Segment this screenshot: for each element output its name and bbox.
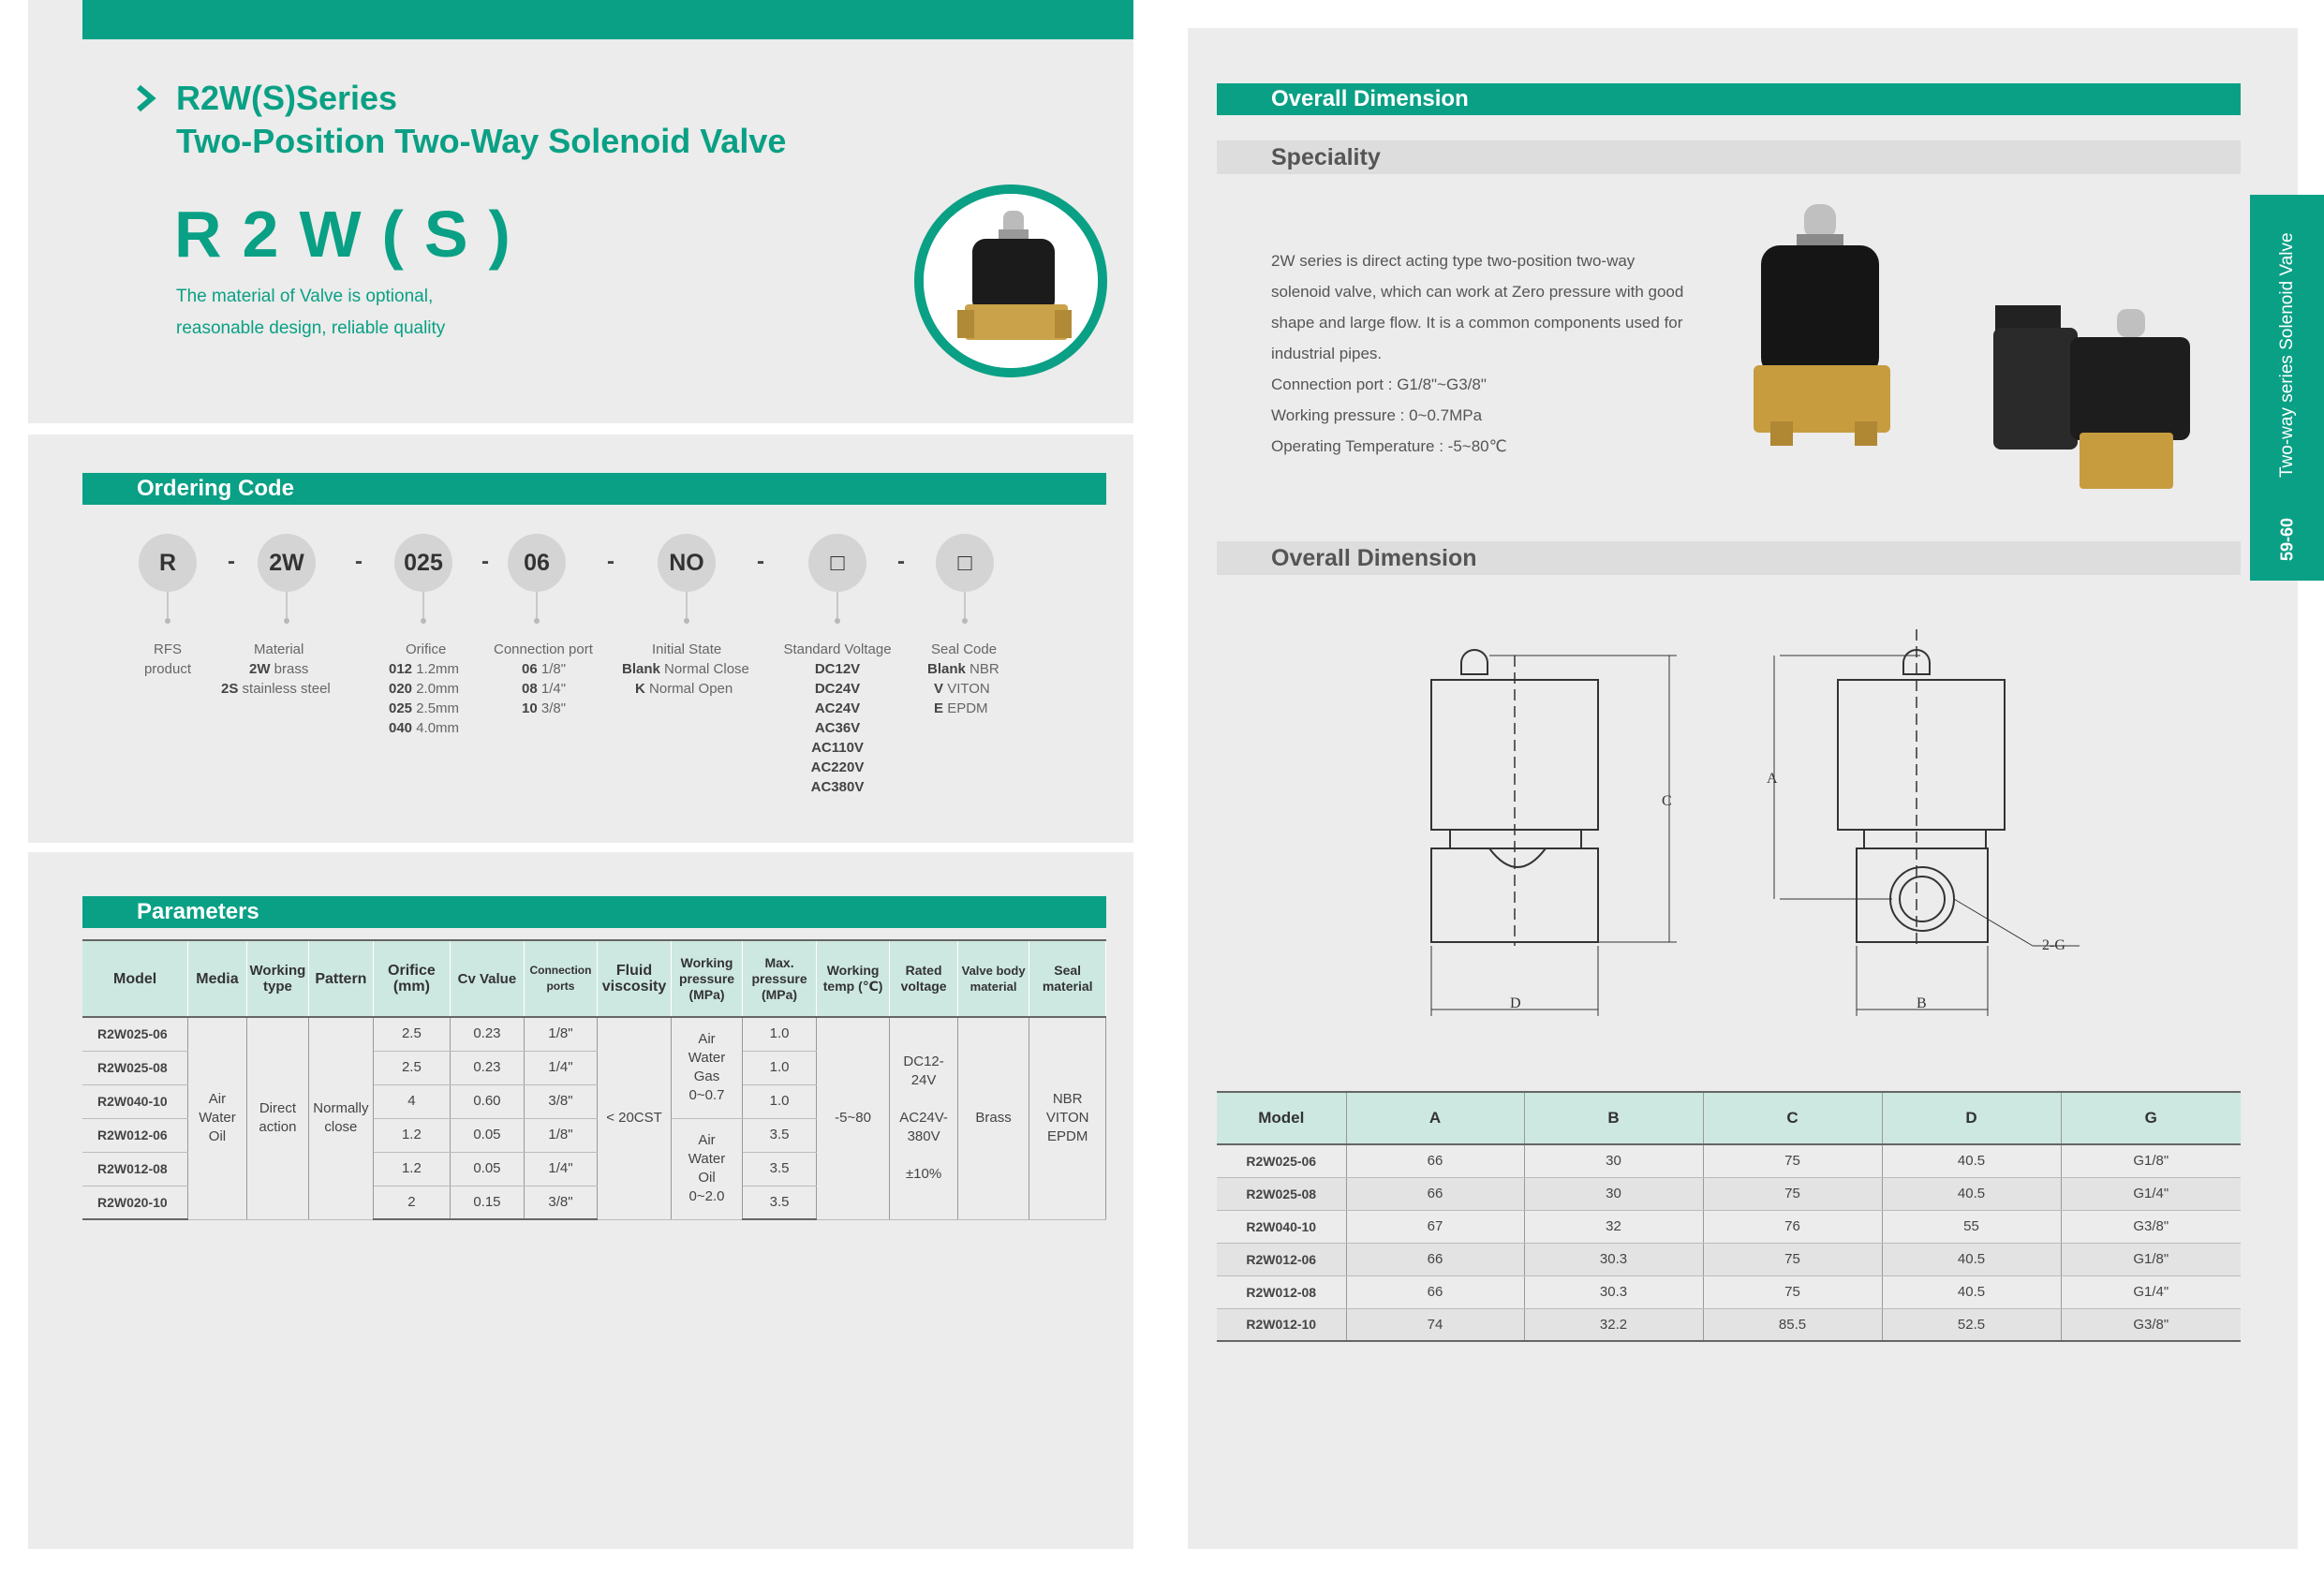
initial-state-legend: Initial State Blank Normal Close K Normal Open <box>622 641 749 697</box>
solenoid-valve-image <box>924 194 1098 368</box>
port-cell: 1/8" <box>524 1118 598 1152</box>
port-cell: 1/4" <box>524 1051 598 1084</box>
max-pressure-cell: 1.0 <box>743 1051 817 1084</box>
dim-label-c: C <box>1662 793 1672 809</box>
cv-cell: 0.05 <box>451 1118 525 1152</box>
orifice-legend: Orifice 012 1.2mm 020 2.0mm 025 2.5mm 040 4.0mm <box>389 641 460 736</box>
voltage-cell: DC12-24V AC24V-380V ±10% <box>890 1017 957 1219</box>
dim-b: 30.3 <box>1524 1243 1703 1275</box>
series-title: R2W(S)Series Two-Position Two-Way Solenoid Valve <box>176 79 787 160</box>
dim-col-header: B <box>1524 1092 1703 1144</box>
dim-label-d: D <box>1510 995 1521 1011</box>
param-model: R2W020-10 <box>82 1186 188 1219</box>
dim-label-a: A <box>1767 771 1778 787</box>
cv-cell: 0.05 <box>451 1152 525 1186</box>
dim-a: 66 <box>1346 1243 1524 1275</box>
dim-col-header: Model <box>1217 1092 1346 1144</box>
connector-line <box>536 592 538 620</box>
param-model: R2W012-08 <box>82 1152 188 1186</box>
code-bubble-material: 2W <box>258 534 316 592</box>
overall-dimension-header: Overall Dimension <box>1217 541 2241 575</box>
rfs-label: RFS product <box>143 641 192 677</box>
working-type-cell: Direct action <box>246 1017 308 1219</box>
side-tab-title: Two-way series Solenoid Valve <box>2277 232 2297 478</box>
max-pressure-cell: 1.0 <box>743 1084 817 1118</box>
dim-d: 40.5 <box>1882 1144 2061 1177</box>
orifice-cell: 1.2 <box>373 1118 451 1152</box>
code-bubble-voltage: □ <box>808 534 866 592</box>
speciality-text: 2W series is direct acting type two-position two-way solenoid valve, which can work at Zero pressure with good shape and large flow. It is a common components used for industrial pipes. Connection port : G1/8"~G3/8" Working pressure : 0~0.7MPa Operating Temperature : -5~80℃ <box>1271 252 1684 455</box>
dim-model: R2W040-10 <box>1217 1210 1346 1243</box>
port-cell: 3/8" <box>524 1084 598 1118</box>
dimensions-table <box>1217 1091 2241 1342</box>
connector-dot <box>534 618 540 624</box>
connector-line <box>686 592 688 620</box>
max-pressure-cell: 3.5 <box>743 1152 817 1186</box>
orifice-cell: 2.5 <box>373 1017 451 1051</box>
orifice-cell: 2 <box>373 1186 451 1219</box>
dim-g: G1/8" <box>2061 1243 2241 1275</box>
col-header: Media <box>188 940 246 1017</box>
speciality-header: Speciality <box>1217 140 2241 174</box>
temp-cell: -5~80 <box>816 1017 890 1219</box>
dim-label-g: 2-G <box>2042 937 2065 953</box>
dim-g: G3/8" <box>2061 1210 2241 1243</box>
pattern-cell: Normally close <box>309 1017 373 1219</box>
dim-label-b: B <box>1917 995 1927 1011</box>
orifice-cell: 2.5 <box>373 1051 451 1084</box>
cv-cell: 0.15 <box>451 1186 525 1219</box>
dim-a: 66 <box>1346 1275 1524 1308</box>
col-header: Valve body material <box>957 940 1029 1017</box>
connector-line <box>286 592 288 620</box>
dim-g: G1/8" <box>2061 1144 2241 1177</box>
param-model: R2W040-10 <box>82 1084 188 1118</box>
connector-dot <box>165 618 170 624</box>
code-bubble-state: NO <box>658 534 716 592</box>
connector-line <box>964 592 966 620</box>
col-header: Working pressure (MPa) <box>671 940 743 1017</box>
voltage-legend: Standard Voltage DC12V DC24V AC24V AC36V AC110V AC220V AC380V <box>783 641 892 795</box>
dim-b: 30.3 <box>1524 1275 1703 1308</box>
dim-c: 85.5 <box>1703 1308 1882 1341</box>
dim-c: 75 <box>1703 1243 1882 1275</box>
orifice-cell: 4 <box>373 1084 451 1118</box>
dimension-drawing <box>1396 618 2108 1030</box>
code-dash: - <box>355 549 363 574</box>
dim-g: G3/8" <box>2061 1308 2241 1341</box>
col-header: Model <box>82 940 188 1017</box>
col-header: Orifice (mm) <box>373 940 451 1017</box>
valve-photo-ring <box>914 184 1107 377</box>
dim-d: 40.5 <box>1882 1177 2061 1210</box>
overall-dimension-top-header: Overall Dimension <box>1217 83 2241 115</box>
pressure-gas-cell: Air Water Gas 0~0.7 <box>671 1017 743 1118</box>
dim-g: G1/4" <box>2061 1177 2241 1210</box>
connector-dot <box>962 618 968 624</box>
material-legend: Material 2W brass 2S stainless steel <box>221 641 331 697</box>
connector-line <box>422 592 424 620</box>
code-dash: - <box>481 549 489 574</box>
dim-a: 67 <box>1346 1210 1524 1243</box>
code-bubble-port: 06 <box>508 534 566 592</box>
dim-d: 55 <box>1882 1210 2061 1243</box>
col-header: Rated voltage <box>890 940 957 1017</box>
dim-model: R2W012-08 <box>1217 1275 1346 1308</box>
top-accent-bar <box>82 0 1133 39</box>
code-dash: - <box>607 549 614 574</box>
code-dash: - <box>757 549 764 574</box>
model-heading: R2W(S) <box>174 198 531 271</box>
col-header: Connection ports <box>524 940 598 1017</box>
connector-dot <box>684 618 689 624</box>
code-bubble-orifice: 025 <box>394 534 452 592</box>
dim-col-header: A <box>1346 1092 1524 1144</box>
port-cell: 1/4" <box>524 1152 598 1186</box>
port-cell: 1/8" <box>524 1017 598 1051</box>
parameters-table <box>82 939 1106 1220</box>
dim-model: R2W012-10 <box>1217 1308 1346 1341</box>
code-dash: - <box>897 549 905 574</box>
pressure-oil-cell: Air Water Oil 0~2.0 <box>671 1118 743 1219</box>
connector-dot <box>284 618 289 624</box>
col-header: Working temp (℃) <box>816 940 890 1017</box>
seal-cell: NBR VITON EPDM <box>1029 1017 1106 1219</box>
port-cell: 3/8" <box>524 1186 598 1219</box>
max-pressure-cell: 3.5 <box>743 1186 817 1219</box>
port-legend: Connection port 06 1/8" 08 1/4" 10 3/8" <box>494 641 593 716</box>
dim-col-header: D <box>1882 1092 2061 1144</box>
code-bubble-rfs: R <box>139 534 197 592</box>
dim-c: 76 <box>1703 1210 1882 1243</box>
dim-b: 30 <box>1524 1144 1703 1177</box>
tagline: The material of Valve is optional, reasonable design, reliable quality <box>176 287 446 338</box>
dim-d: 40.5 <box>1882 1243 2061 1275</box>
dim-a: 74 <box>1346 1308 1524 1341</box>
col-header: Fluid viscosity <box>598 940 672 1017</box>
cv-cell: 0.60 <box>451 1084 525 1118</box>
dim-g: G1/4" <box>2061 1275 2241 1308</box>
dim-col-header: G <box>2061 1092 2241 1144</box>
dim-model: R2W025-06 <box>1217 1144 1346 1177</box>
col-header: Pattern <box>309 940 373 1017</box>
chevron-right-icon <box>131 84 159 112</box>
connector-dot <box>421 618 426 624</box>
cv-cell: 0.23 <box>451 1017 525 1051</box>
parameters-header: Parameters <box>82 896 1106 928</box>
dim-b: 30 <box>1524 1177 1703 1210</box>
valve-product-photos <box>1742 187 2211 506</box>
connector-line <box>836 592 838 620</box>
cv-cell: 0.23 <box>451 1051 525 1084</box>
dim-model: R2W025-08 <box>1217 1177 1346 1210</box>
dim-col-header: C <box>1703 1092 1882 1144</box>
code-dash: - <box>228 549 235 574</box>
dim-model: R2W012-06 <box>1217 1243 1346 1275</box>
dim-c: 75 <box>1703 1144 1882 1177</box>
viscosity-cell: < 20CST <box>598 1017 672 1219</box>
media-cell: Air Water Oil <box>188 1017 246 1219</box>
max-pressure-cell: 3.5 <box>743 1118 817 1152</box>
col-header: Max. pressure (MPa) <box>743 940 817 1017</box>
col-header: Working type <box>246 940 308 1017</box>
connector-dot <box>835 618 840 624</box>
param-model: R2W025-08 <box>82 1051 188 1084</box>
dim-a: 66 <box>1346 1144 1524 1177</box>
max-pressure-cell: 1.0 <box>743 1017 817 1051</box>
col-header: Seal material <box>1029 940 1106 1017</box>
seal-legend: Seal Code Blank NBR V VITON E EPDM <box>927 641 999 716</box>
code-bubble-seal: □ <box>936 534 994 592</box>
dim-d: 52.5 <box>1882 1308 2061 1341</box>
connector-line <box>167 592 169 620</box>
dim-d: 40.5 <box>1882 1275 2061 1308</box>
col-header: Cv Value <box>451 940 525 1017</box>
dim-b: 32.2 <box>1524 1308 1703 1341</box>
dim-c: 75 <box>1703 1275 1882 1308</box>
dim-a: 66 <box>1346 1177 1524 1210</box>
ordering-code-header: Ordering Code <box>82 473 1106 505</box>
page-number: 59-60 <box>2277 517 2297 562</box>
body-cell: Brass <box>957 1017 1029 1219</box>
dim-c: 75 <box>1703 1177 1882 1210</box>
orifice-cell: 1.2 <box>373 1152 451 1186</box>
param-model: R2W012-06 <box>82 1118 188 1152</box>
dim-b: 32 <box>1524 1210 1703 1243</box>
param-model: R2W025-06 <box>82 1017 188 1051</box>
